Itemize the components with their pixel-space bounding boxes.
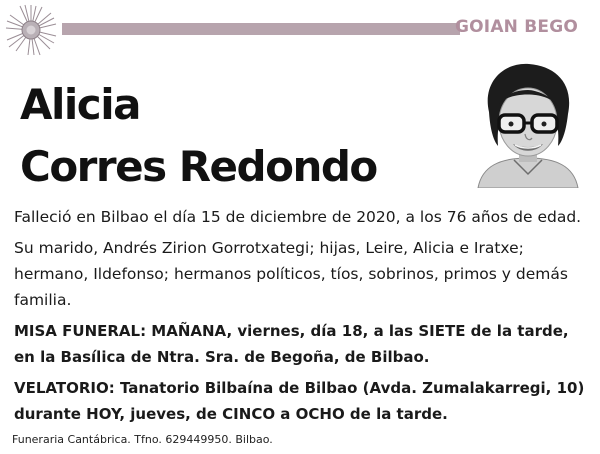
wake-info: VELATORIO: Tanatorio Bilbaína de Bilbao (Avda. Zumalakarregi, 10) durante HOY, jueves, de CINCO a OCHO de la tarde. — [14, 379, 585, 423]
publication-label: GOIAN BEGO — [454, 17, 578, 37]
notice-body — [14, 204, 586, 432]
funeral-home-credit: Funeraria Cantábrica. Tfno. 629449950. Bilbao. — [12, 433, 273, 446]
family-statement: Su marido, Andrés Zirion Gorrotxategi; hijas, Leire, Alicia e Iratxe; hermano, Ildefonso; hermanos políticos, tíos, sobrinos, primos y demás familia. — [14, 239, 568, 309]
funeral-mass-info: MISA FUNERAL: MAÑANA, viernes, día 18, a las SIETE de la tarde, en la Basílica de Ntra. Sra. de Begoña, de Bilbao. — [14, 322, 569, 366]
deceased-first-name: Alicia — [20, 80, 140, 129]
deceased-surnames: Corres Redondo — [20, 142, 377, 191]
thistle-emblem-icon — [4, 3, 58, 57]
portrait-photo — [474, 62, 582, 188]
death-statement: Falleció en Bilbao el día 15 de diciembre de 2020, a los 76 años de edad. — [14, 208, 582, 226]
header-rule — [62, 23, 460, 35]
